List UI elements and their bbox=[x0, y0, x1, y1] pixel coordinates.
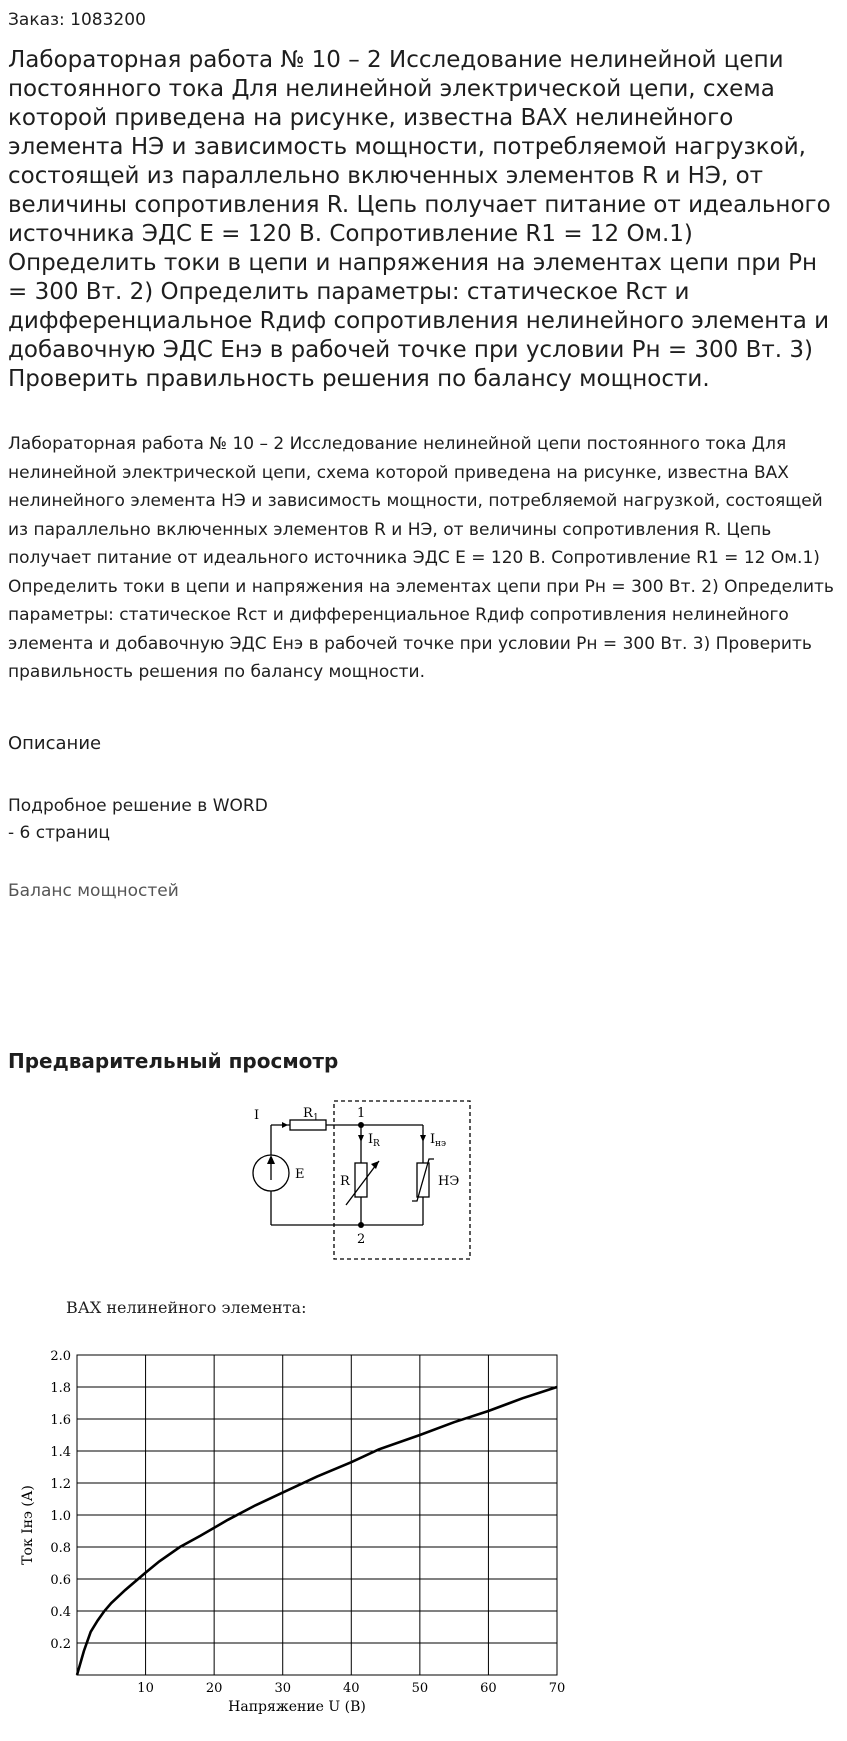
label-node-2: 2 bbox=[357, 1232, 366, 1247]
x-tick-label: 40 bbox=[343, 1681, 360, 1696]
x-tick-label: 10 bbox=[137, 1681, 154, 1696]
label-r1: R bbox=[303, 1106, 313, 1121]
label-ine-sub: нэ bbox=[435, 1139, 447, 1149]
y-tick-label: 1.8 bbox=[50, 1381, 71, 1396]
page-title: Лабораторная работа № 10 – 2 Исследование нелинейной цепи постоянного тока Для нелинейной электрической цепи, схема которой приведена на рисунке, известна ВАХ нелинейного элемента НЭ и зависимость мощности, потребляемой нагрузкой, состоящей из параллельно включенных элементов R и НЭ, от величины сопротивления R. Цепь получает питание от идеального источника ЭДС E = 120 В. Сопротивление R1 = 12 Ом.1) Определить токи в цепи и напряжения на элементах цепи при Pн = 300 Вт. 2) Определить параметры: статическое Rст и дифференциальное Rдиф сопротивления нелинейного элемента и добавочную ЭДС Eнэ в рабочей точке при условии Pн = 300 Вт. 3) Проверить правильность решения по балансу мощности. bbox=[8, 47, 831, 392]
order-number: Заказ: 1083200 bbox=[8, 10, 146, 30]
x-tick-label: 20 bbox=[205, 1681, 223, 1696]
y-tick-label: 1.6 bbox=[50, 1413, 71, 1428]
label-ne: НЭ bbox=[438, 1174, 460, 1189]
description-line-word: Подробное решение в WORD bbox=[8, 796, 268, 816]
y-tick-label: 1.0 bbox=[50, 1509, 71, 1524]
preview-heading: Предварительный просмотр bbox=[8, 1049, 339, 1073]
resistor-r1 bbox=[290, 1120, 326, 1130]
y-tick-label: 0.6 bbox=[50, 1573, 71, 1588]
y-tick-label: 1.2 bbox=[50, 1477, 71, 1492]
description-heading: Описание bbox=[8, 733, 102, 754]
x-tick-label: 70 bbox=[548, 1681, 566, 1696]
x-tick-label: 60 bbox=[480, 1681, 497, 1696]
label-r: R bbox=[340, 1174, 350, 1189]
y-tick-label: 0.8 bbox=[50, 1541, 71, 1556]
x-axis-label: Напряжение U (В) bbox=[228, 1699, 366, 1715]
task-paragraph: Лабораторная работа № 10 – 2 Исследование нелинейной цепи постоянного тока Для нелинейной электрической цепи, схема которой приведена на рисунке, известна ВАХ нелинейного элемента НЭ и зависимость мощности, потребляемой нагрузкой, состоящей из параллельно включенных элементов R и НЭ, от величины сопротивления R. Цепь получает питание от идеального источника ЭДС E = 120 В. Сопротивление R1 = 12 Ом.1) Определить токи в цепи и напряжения на элементах цепи при Pн = 300 Вт. 2) Определить параметры: статическое Rст и дифференциальное Rдиф сопротивления нелинейного элемента и добавочную ЭДС Eнэ в рабочей точке при условии Pн = 300 Вт. 3) Проверить правильность решения по балансу мощности. bbox=[8, 434, 834, 682]
vax-chart bbox=[10, 1345, 630, 1730]
y-tick-label: 1.4 bbox=[50, 1445, 71, 1460]
y-axis-label: Ток Iнэ (А) bbox=[20, 1485, 36, 1565]
balance-tag[interactable]: Баланс мощностей bbox=[8, 881, 179, 901]
series-line bbox=[77, 1387, 557, 1675]
label-ir-sub: R bbox=[373, 1139, 380, 1149]
label-i: I bbox=[254, 1108, 260, 1123]
y-tick-label: 2.0 bbox=[50, 1349, 71, 1364]
x-tick-label: 50 bbox=[411, 1681, 429, 1696]
description-line-pages: - 6 страниц bbox=[8, 823, 110, 843]
label-r1-sub: 1 bbox=[313, 1113, 319, 1123]
label-node-1: 1 bbox=[357, 1106, 366, 1121]
x-tick-label: 30 bbox=[274, 1681, 291, 1696]
circuit-diagram bbox=[240, 1095, 480, 1270]
label-e: E bbox=[295, 1167, 305, 1182]
chart-title: ВАХ нелинейного элемента: bbox=[66, 1298, 307, 1317]
y-tick-label: 0.2 bbox=[50, 1637, 71, 1652]
label-ine: I bbox=[430, 1132, 436, 1147]
y-tick-label: 0.4 bbox=[50, 1605, 71, 1620]
label-ir: I bbox=[368, 1132, 374, 1147]
